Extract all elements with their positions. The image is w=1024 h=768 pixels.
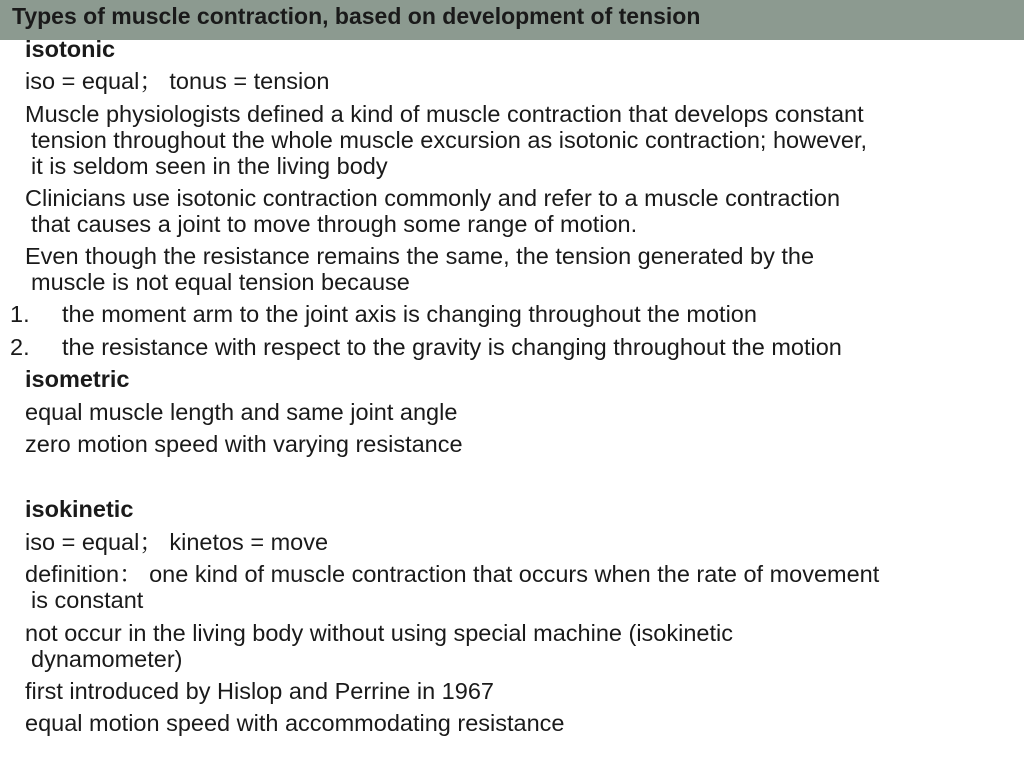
isotonic-etymology: iso = equal； tonus = tension [25,68,330,94]
isotonic-para3-line1: Even though the resistance remains the same, the tension generated by the [25,243,815,269]
isometric-heading: isometric [25,366,130,392]
isokinetic-speed: equal motion speed with accommodating resistance [25,710,565,736]
isometric-point1: equal muscle length and same joint angle [25,399,458,425]
isokinetic-etymology: iso = equal； kinetos = move [25,529,329,555]
reason-number: 1. [10,301,30,327]
reason-text: the moment arm to the joint axis is changing throughout the motion [62,301,757,327]
isotonic-para3-line2: muscle is not equal tension because [31,269,410,295]
isotonic-para1-line3: it is seldom seen in the living body [31,153,388,179]
isokinetic-history: first introduced by Hislop and Perrine in 1967 [25,678,494,704]
isotonic-para1-line1: Muscle physiologists defined a kind of muscle contraction that develops constant [25,101,864,127]
reason-text: the resistance with respect to the gravity is changing throughout the motion [62,334,842,360]
reason-number: 2. [10,334,30,360]
isotonic-para1-line2: tension throughout the whole muscle excursion as isotonic contraction; however, [31,127,868,153]
isokinetic-heading: isokinetic [25,496,134,522]
isokinetic-machine-line2: dynamometer) [31,646,183,672]
isometric-point2: zero motion speed with varying resistance [25,431,463,457]
isokinetic-machine-line1: not occur in the living body without using special machine (isokinetic [25,620,733,646]
slide-title: Types of muscle contraction, based on development of tension [12,3,701,29]
isotonic-para2-line2: that causes a joint to move through some range of motion. [31,211,638,237]
isokinetic-definition-line2: is constant [31,587,144,613]
isotonic-para2-line1: Clinicians use isotonic contraction commonly and refer to a muscle contraction [25,185,841,211]
isokinetic-definition-line1: definition： one kind of muscle contraction that occurs when the rate of movement [25,561,880,587]
isotonic-heading: isotonic [25,36,116,62]
